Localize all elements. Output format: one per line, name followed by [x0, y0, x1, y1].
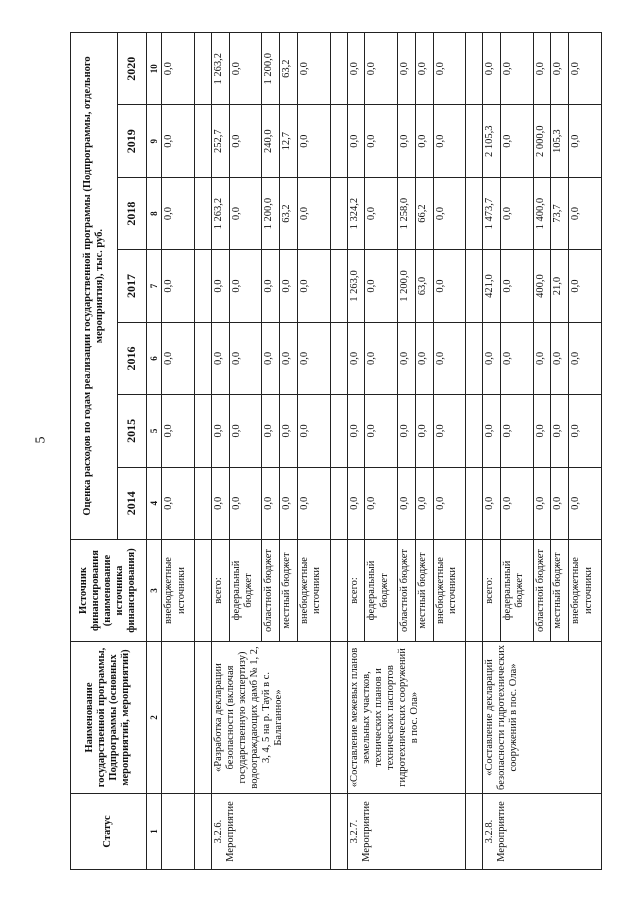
- value-cell: 0,0: [365, 177, 397, 249]
- value-cell: 0,0: [415, 33, 433, 105]
- header-year: 2017: [117, 250, 146, 322]
- activity-name: «Разработка декларации безопасности (включая государственную экспертизу) водоограждающих дамб № 1, 2, 3, 4, 5 на р. Тауй в с. Балаганное»: [211, 642, 330, 794]
- value-cell: 21,0: [551, 250, 569, 322]
- activity-code: 3.2.8.: [484, 819, 496, 844]
- value-cell: 1 473,7: [483, 177, 501, 249]
- value-cell: 0,0: [229, 395, 261, 467]
- value-cell: 0,0: [433, 33, 465, 105]
- table-row: [211, 33, 229, 870]
- value-cell: 2 000,0: [533, 105, 551, 177]
- value-cell: 0,0: [501, 322, 533, 394]
- empty-cell: [194, 322, 211, 394]
- empty-cell: [330, 467, 347, 539]
- value-cell: 0,0: [397, 467, 415, 539]
- value-cell: 105,3: [551, 105, 569, 177]
- value-cell: 0,0: [211, 250, 229, 322]
- empty-cell: [466, 540, 483, 642]
- value-cell: 66,2: [415, 177, 433, 249]
- value-cell: 0,0: [533, 395, 551, 467]
- value-cell: 12,7: [280, 105, 298, 177]
- value-cell: 0,0: [533, 33, 551, 105]
- header-name: Наименование государственной программы, Подпрограммы (основных мероприятий, мероприятий): [71, 642, 147, 794]
- empty-cell: [466, 642, 483, 794]
- value-cell: 0,0: [501, 250, 533, 322]
- empty-cell: [330, 33, 347, 105]
- value-cell: 0,0: [483, 33, 501, 105]
- value-cell: 0,0: [433, 395, 465, 467]
- value-cell: 400,0: [533, 250, 551, 322]
- value-cell: 0,0: [347, 395, 365, 467]
- value-cell: 1 263,2: [211, 177, 229, 249]
- header-estimate: Оценка расходов по годам реализации государственной программы (Подпрограммы, отдельного мероприятия), тыс. руб.: [71, 33, 118, 540]
- value-cell: 1 200,0: [397, 250, 415, 322]
- activity-name: «Составление межевых планов земельных участков, технических планов и технических паспортов гидротехнических сооружений в пос. Ола»: [347, 642, 466, 794]
- value-cell: 0,0: [347, 33, 365, 105]
- source-cell: федеральный бюджет: [501, 540, 533, 642]
- value-cell: 0,0: [162, 467, 194, 539]
- value-cell: 0,0: [397, 322, 415, 394]
- column-number: 6: [146, 322, 162, 394]
- value-cell: 0,0: [298, 33, 330, 105]
- column-number: 2: [146, 642, 162, 794]
- value-cell: 1 200,0: [262, 33, 280, 105]
- value-cell: 0,0: [533, 322, 551, 394]
- source-cell: местный бюджет: [551, 540, 569, 642]
- value-cell: 0,0: [483, 395, 501, 467]
- value-cell: 421,0: [483, 250, 501, 322]
- source-cell: всего:: [347, 540, 365, 642]
- value-cell: 0,0: [415, 467, 433, 539]
- empty-cell: [466, 322, 483, 394]
- rotated-table-frame: [70, 32, 602, 870]
- value-cell: 0,0: [365, 467, 397, 539]
- value-cell: 0,0: [501, 177, 533, 249]
- value-cell: 0,0: [433, 177, 465, 249]
- column-number: 5: [146, 395, 162, 467]
- table-row: [347, 33, 365, 870]
- value-cell: 0,0: [433, 467, 465, 539]
- name-cell: [162, 642, 194, 794]
- value-cell: 0,0: [569, 105, 602, 177]
- value-cell: 1 263,2: [211, 33, 229, 105]
- header-year: 2019: [117, 105, 146, 177]
- value-cell: 63,0: [415, 250, 433, 322]
- empty-cell: [466, 250, 483, 322]
- value-cell: 2 105,3: [483, 105, 501, 177]
- value-cell: 1 400,0: [533, 177, 551, 249]
- value-cell: 0,0: [483, 467, 501, 539]
- value-cell: 0,0: [347, 322, 365, 394]
- value-cell: 0,0: [551, 395, 569, 467]
- status-cell: [211, 794, 330, 870]
- empty-cell: [330, 395, 347, 467]
- value-cell: 0,0: [551, 467, 569, 539]
- value-cell: 0,0: [162, 250, 194, 322]
- value-cell: 63,2: [280, 33, 298, 105]
- empty-cell: [330, 794, 347, 870]
- value-cell: 0,0: [298, 177, 330, 249]
- column-number: 8: [146, 177, 162, 249]
- value-cell: 0,0: [397, 105, 415, 177]
- source-cell: всего:: [483, 540, 501, 642]
- value-cell: 0,0: [211, 467, 229, 539]
- header-year: 2014: [117, 467, 146, 539]
- source-cell: областной бюджет: [533, 540, 551, 642]
- value-cell: 0,0: [533, 467, 551, 539]
- empty-cell: [330, 250, 347, 322]
- empty-cell: [330, 642, 347, 794]
- value-cell: 0,0: [365, 395, 397, 467]
- source-cell: внебюджетные источники: [162, 540, 194, 642]
- empty-cell: [194, 467, 211, 539]
- column-number: 1: [146, 794, 162, 870]
- value-cell: 0,0: [501, 105, 533, 177]
- empty-cell: [330, 177, 347, 249]
- empty-cell: [194, 395, 211, 467]
- value-cell: 0,0: [551, 322, 569, 394]
- value-cell: 0,0: [298, 395, 330, 467]
- column-number: 3: [146, 540, 162, 642]
- column-number: 9: [146, 105, 162, 177]
- status-cell: [347, 794, 466, 870]
- value-cell: 0,0: [298, 467, 330, 539]
- source-cell: областной бюджет: [397, 540, 415, 642]
- empty-cell: [466, 177, 483, 249]
- empty-cell: [466, 33, 483, 105]
- empty-cell: [194, 250, 211, 322]
- value-cell: 0,0: [501, 395, 533, 467]
- column-numbers-row: [146, 33, 162, 870]
- value-cell: 0,0: [347, 467, 365, 539]
- source-cell: местный бюджет: [280, 540, 298, 642]
- value-cell: 0,0: [365, 105, 397, 177]
- header-year: 2016: [117, 322, 146, 394]
- empty-cell: [194, 540, 211, 642]
- value-cell: 0,0: [162, 105, 194, 177]
- value-cell: 0,0: [262, 467, 280, 539]
- value-cell: 0,0: [280, 250, 298, 322]
- value-cell: 0,0: [501, 33, 533, 105]
- value-cell: 0,0: [569, 250, 602, 322]
- value-cell: 252,7: [211, 105, 229, 177]
- value-cell: 0,0: [162, 395, 194, 467]
- value-cell: 0,0: [501, 467, 533, 539]
- value-cell: 0,0: [229, 467, 261, 539]
- spacer-row: [194, 33, 211, 870]
- value-cell: 0,0: [483, 322, 501, 394]
- column-number: 7: [146, 250, 162, 322]
- value-cell: 73,7: [551, 177, 569, 249]
- value-cell: 0,0: [280, 322, 298, 394]
- spacer-row: [466, 33, 483, 870]
- value-cell: 0,0: [229, 105, 261, 177]
- value-cell: 0,0: [229, 322, 261, 394]
- value-cell: 0,0: [365, 322, 397, 394]
- value-cell: 0,0: [415, 105, 433, 177]
- value-cell: 0,0: [162, 33, 194, 105]
- empty-cell: [466, 395, 483, 467]
- value-cell: 240,0: [262, 105, 280, 177]
- value-cell: 0,0: [551, 33, 569, 105]
- value-cell: 0,0: [365, 33, 397, 105]
- empty-cell: [194, 177, 211, 249]
- empty-cell: [330, 322, 347, 394]
- source-cell: внебюджетные источники: [569, 540, 602, 642]
- value-cell: 0,0: [280, 467, 298, 539]
- value-cell: 0,0: [298, 322, 330, 394]
- source-cell: внебюджетные источники: [433, 540, 465, 642]
- value-cell: 0,0: [229, 33, 261, 105]
- value-cell: 0,0: [211, 322, 229, 394]
- spacer-row: [330, 33, 347, 870]
- column-number: 4: [146, 467, 162, 539]
- source-cell: областной бюджет: [262, 540, 280, 642]
- value-cell: 0,0: [262, 322, 280, 394]
- value-cell: 0,0: [415, 322, 433, 394]
- value-cell: 0,0: [415, 395, 433, 467]
- value-cell: 1 258,0: [397, 177, 415, 249]
- empty-cell: [466, 467, 483, 539]
- header-row: [71, 33, 118, 870]
- value-cell: 0,0: [569, 395, 602, 467]
- value-cell: 0,0: [347, 105, 365, 177]
- activity-status: Мероприятие: [224, 801, 236, 862]
- value-cell: 1 263,0: [347, 250, 365, 322]
- value-cell: 0,0: [433, 322, 465, 394]
- source-cell: внебюджетные источники: [298, 540, 330, 642]
- value-cell: 0,0: [569, 33, 602, 105]
- empty-cell: [330, 540, 347, 642]
- value-cell: 0,0: [365, 250, 397, 322]
- header-status: Статус: [71, 794, 147, 870]
- value-cell: 0,0: [262, 395, 280, 467]
- value-cell: 0,0: [397, 33, 415, 105]
- activity-status: Мероприятие: [496, 801, 508, 862]
- table-row: [483, 33, 501, 870]
- header-year: 2020: [117, 33, 146, 105]
- empty-cell: [466, 105, 483, 177]
- value-cell: 0,0: [262, 250, 280, 322]
- source-cell: всего:: [211, 540, 229, 642]
- status-cell: [483, 794, 602, 870]
- value-cell: 0,0: [298, 250, 330, 322]
- value-cell: 1 324,2: [347, 177, 365, 249]
- empty-cell: [194, 642, 211, 794]
- source-cell: местный бюджет: [415, 540, 433, 642]
- activity-code: 3.2.6.: [212, 819, 224, 844]
- table-row: [162, 33, 194, 870]
- status-cell: [162, 794, 194, 870]
- activity-status: Мероприятие: [360, 801, 372, 862]
- value-cell: 0,0: [229, 250, 261, 322]
- value-cell: 0,0: [162, 177, 194, 249]
- value-cell: 0,0: [397, 395, 415, 467]
- header-year: 2018: [117, 177, 146, 249]
- page-number: 5: [33, 436, 49, 444]
- activity-code: 3.2.7.: [348, 819, 360, 844]
- value-cell: 0,0: [433, 105, 465, 177]
- value-cell: 0,0: [569, 177, 602, 249]
- value-cell: 0,0: [569, 467, 602, 539]
- value-cell: 0,0: [229, 177, 261, 249]
- column-number: 10: [146, 33, 162, 105]
- value-cell: 0,0: [211, 395, 229, 467]
- empty-cell: [194, 33, 211, 105]
- empty-cell: [194, 794, 211, 870]
- value-cell: 0,0: [569, 322, 602, 394]
- empty-cell: [466, 794, 483, 870]
- value-cell: 0,0: [433, 250, 465, 322]
- header-year: 2015: [117, 395, 146, 467]
- activity-name: «Составление деклараций безопасности гидротехнических сооружений в пос. Ола»: [483, 642, 602, 794]
- value-cell: 1 200,0: [262, 177, 280, 249]
- value-cell: 0,0: [298, 105, 330, 177]
- value-cell: 0,0: [162, 322, 194, 394]
- header-source: Источник финансирования (наименование источника финансирования): [71, 540, 147, 642]
- value-cell: 0,0: [280, 395, 298, 467]
- budget-table: [70, 32, 602, 870]
- source-cell: федеральный бюджет: [229, 540, 261, 642]
- value-cell: 63,2: [280, 177, 298, 249]
- empty-cell: [330, 105, 347, 177]
- empty-cell: [194, 105, 211, 177]
- source-cell: федеральный бюджет: [365, 540, 397, 642]
